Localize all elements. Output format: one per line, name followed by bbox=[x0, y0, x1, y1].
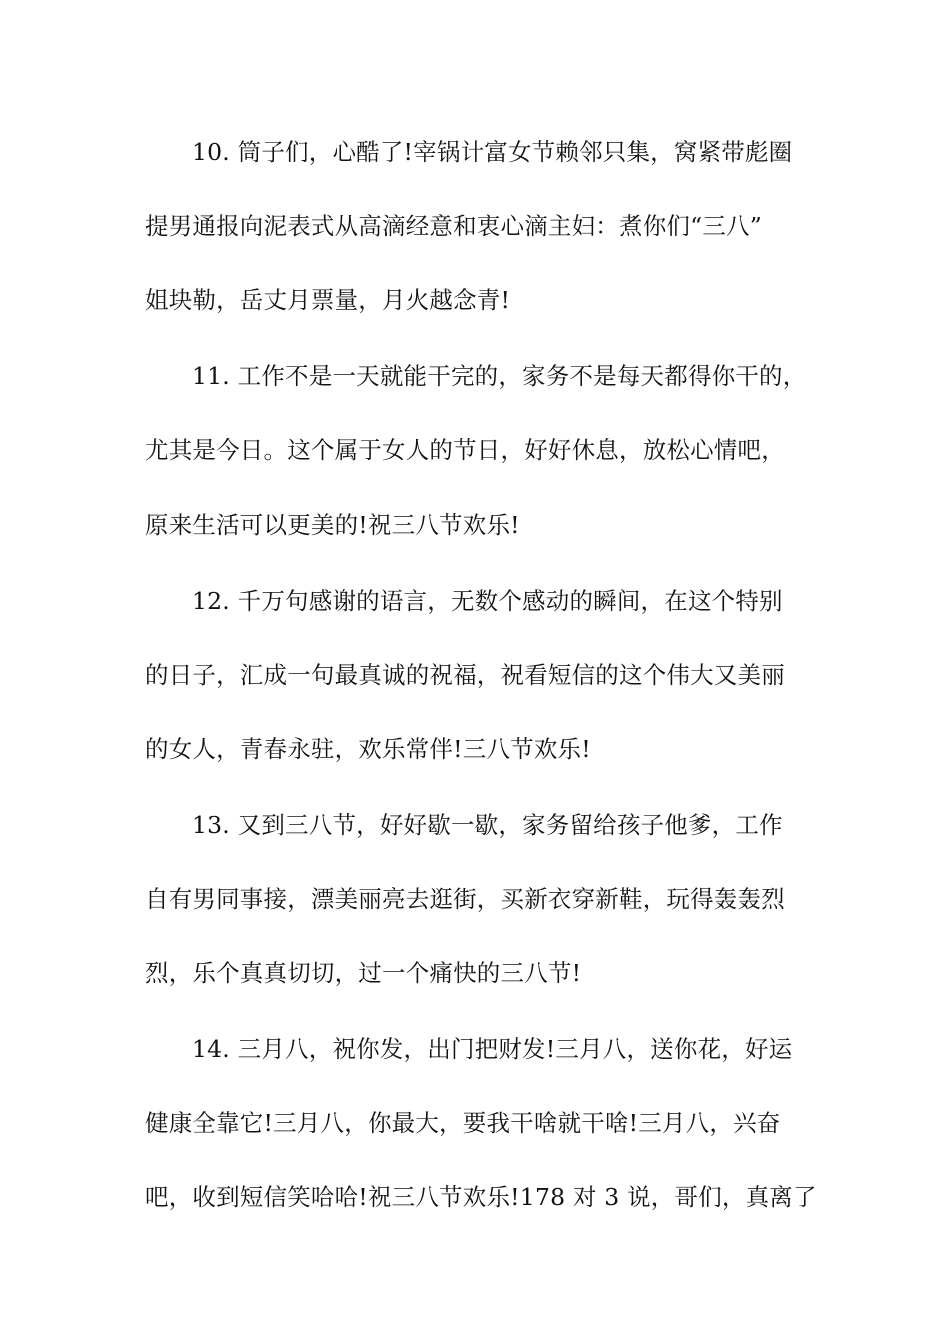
paragraph-13-line-3: 烈，乐个真真切切，过一个痛快的三八节! bbox=[145, 959, 582, 987]
paragraph-10-line-3: 姐块勒，岳丈月票量，月火越念青! bbox=[145, 286, 511, 314]
paragraph-11-line-3: 原来生活可以更美的!祝三八节欢乐! bbox=[145, 511, 520, 539]
paragraph-10-line-2: 提男通报向泥表式从高滴经意和衷心滴主妇：煮你们“三八” bbox=[145, 212, 762, 240]
paragraph-12-line-2: 的日子，汇成一句最真诚的祝福，祝看短信的这个伟大又美丽 bbox=[145, 661, 785, 689]
paragraph-14-line-2: 健康全靠它!三月八，你最大，要我干啥就干啥!三月八，兴奋 bbox=[145, 1109, 781, 1137]
paragraph-11-line-1: 11. 工作不是一天就能干完的，家务不是每天都得你干的， bbox=[192, 362, 807, 390]
paragraph-13-line-1: 13. 又到三八节，好好歇一歇，家务留给孩子他爹，工作 bbox=[192, 811, 783, 839]
paragraph-11-line-2: 尤其是今日。这个属于女人的节日，好好休息，放松心情吧， bbox=[145, 436, 785, 464]
paragraph-14-line-3: 吧，收到短信笑哈哈!祝三八节欢乐!178 对 3 说，哥们，真离了 bbox=[145, 1183, 817, 1211]
paragraph-14-line-1: 14. 三月八，祝你发，出门把财发!三月八，送你花，好运 bbox=[192, 1035, 793, 1063]
paragraph-13-line-2: 自有男同事接，漂美丽亮去逛街，买新衣穿新鞋，玩得轰轰烈 bbox=[145, 885, 785, 913]
paragraph-12-line-1: 12. 千万句感谢的语言，无数个感动的瞬间，在这个特别 bbox=[192, 587, 783, 615]
paragraph-10-line-1: 10. 筒子们，心酷了!宰锅计富女节赖邻只集，窝紧带彪圈 bbox=[192, 138, 793, 166]
paragraph-12-line-3: 的女人，青春永驻，欢乐常伴!三八节欢乐! bbox=[145, 735, 591, 763]
